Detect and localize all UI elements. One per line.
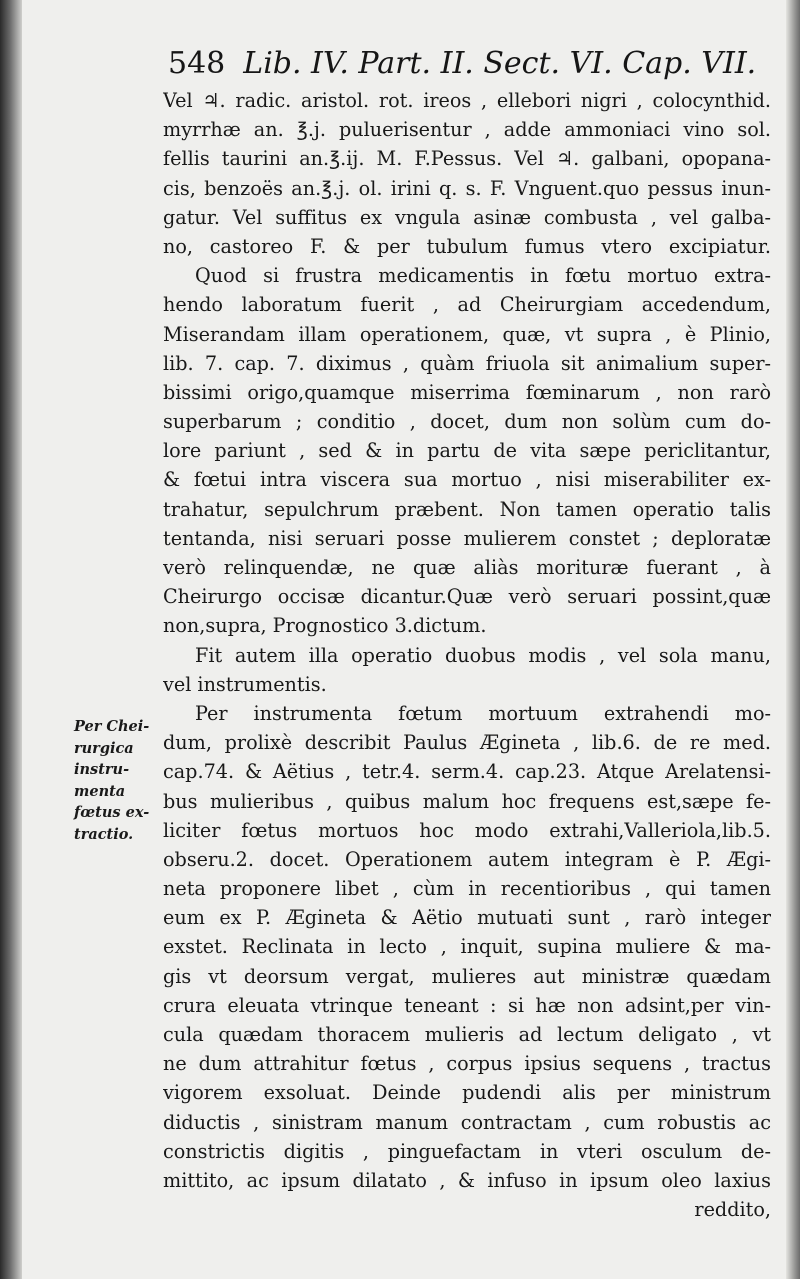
text-line: cis, benzoës an.℥.j. ol. irini q. s. F. Vnguent.quo pessus inun- [163, 176, 771, 200]
text-line: vigorem exsoluat. Deinde pudendi alis per ministrum [163, 1081, 771, 1105]
text-line: ne dum attrahitur fœtus , corpus ipsius sequens , tractus [163, 1052, 771, 1076]
text-line: lib. 7. cap. 7. diximus , quàm friuola sit animalium super- [163, 351, 771, 375]
text-line: cap.74. & Aëtius , tetr.4. serm.4. cap.23. Atque Arelatensi- [163, 760, 771, 784]
text-line: lore pariunt , sed & in partu de vita sæpe periclitantur, [163, 439, 771, 463]
text-line: diductis , sinistram manum contractam , cum robustis ac [163, 1110, 771, 1134]
margin-note-line: fœtus ex- [74, 804, 150, 821]
margin-note-line: menta [74, 782, 126, 800]
text-line: & fœtui intra viscera sua mortuo , nisi miserabiliter ex- [163, 468, 771, 492]
margin-note-line: Per Chei- [74, 718, 150, 735]
text-line: myrrhæ an. ℥.j. puluerisentur , adde ammoniaci vino sol. [163, 118, 771, 142]
text-line: gatur. Vel suffitus ex vngula asinæ combusta , vel galba- [163, 205, 771, 229]
text-line: Per instrumenta fœtum mortuum extrahendi mo- [195, 701, 771, 725]
text-line: no, castoreo F. & per tubulum fumus vtero excipiatur. [163, 234, 771, 258]
text-line: Cheirurgo occisæ dicantur.Quæ verò seruari possint,quæ [163, 585, 771, 609]
text-line: neta proponere libet , cùm in recentioribus , qui tamen [163, 877, 771, 901]
text-line: Miserandam illam operationem, quæ, vt supra , è Plinio, [163, 322, 771, 346]
text-line: bus mulieribus , quibus malum hoc frequens est,sæpe fe- [163, 789, 771, 813]
binding-gutter [0, 0, 22, 1279]
text-line: mittito, ac ipsum dilatato , & infuso in ipsum oleo laxius [163, 1168, 771, 1192]
text-line: bissimi origo,quamque miserrima fœminarum , non rarò [163, 380, 771, 404]
text-line: non,supra, Prognostico 3.dictum. [163, 614, 487, 638]
margin-note-line: instru- [74, 761, 130, 778]
text-line: Vel ♃. radic. aristol. rot. ireos , ellebori nigri , colocynthid. [163, 89, 771, 112]
text-line: constrictis digitis , pinguefactam in vteri osculum de- [163, 1139, 771, 1163]
margin-note [74, 716, 158, 845]
text-line: cula quædam thoracem mulieris ad lectum deligato , vt [163, 1023, 771, 1046]
page-edge [786, 0, 800, 1279]
text-line: dum, prolixè describit Paulus Ægineta , lib.6. de re med. [163, 731, 771, 755]
margin-note-line: rurgica [74, 739, 134, 757]
text-line: superbarum ; conditio , docet, dum non solùm cum do- [163, 410, 771, 434]
margin-note-line: tractio. [74, 825, 134, 843]
main-text [163, 86, 771, 1224]
text-line: exstet. Reclinata in lecto , inquit, supina muliere & ma- [163, 935, 771, 959]
text-line: trahatur, sepulchrum præbent. Non tamen operatio talis [163, 497, 771, 521]
page-number: 548 [168, 46, 226, 81]
text-line: Quod si frustra medicamentis in fœtu mortuo extra- [195, 264, 771, 288]
text-line: hendo laboratum fuerit , ad Cheirurgiam accedendum, [163, 293, 771, 317]
text-line: obseru.2. docet. Operationem autem integram è P. Ægi- [163, 847, 771, 871]
running-head-title: Lib. IV. Part. II. Sect. VI. Cap. VII. [243, 46, 757, 81]
text-line: Fit autem illa operatio duobus modis , vel sola manu, [195, 643, 771, 667]
text-line: eum ex P. Ægineta & Aëtio mutuati sunt , rarò integer [163, 906, 771, 930]
text-line: tentanda, nisi seruari posse mulierem constet ; deploratæ [163, 526, 771, 550]
text-line: vel instrumentis. [163, 672, 327, 696]
text-line: liciter fœtus mortuos hoc modo extrahi,Valleriola,lib.5. [163, 818, 771, 842]
text-line: verò relinquendæ, ne quæ aliàs morituræ fuerant , à [163, 556, 771, 579]
text-line: gis vt deorsum vergat, mulieres aut ministræ quædam [163, 964, 771, 988]
text-line: fellis taurini an.℥.ij. M. F.Pessus. Vel ♃. galbani, opopana- [163, 147, 771, 171]
running-header [168, 46, 768, 81]
text-line: crura eleuata vtrinque teneant : si hæ non adsint,per vin- [163, 993, 771, 1017]
text-line-catchword: reddito, [694, 1198, 771, 1222]
